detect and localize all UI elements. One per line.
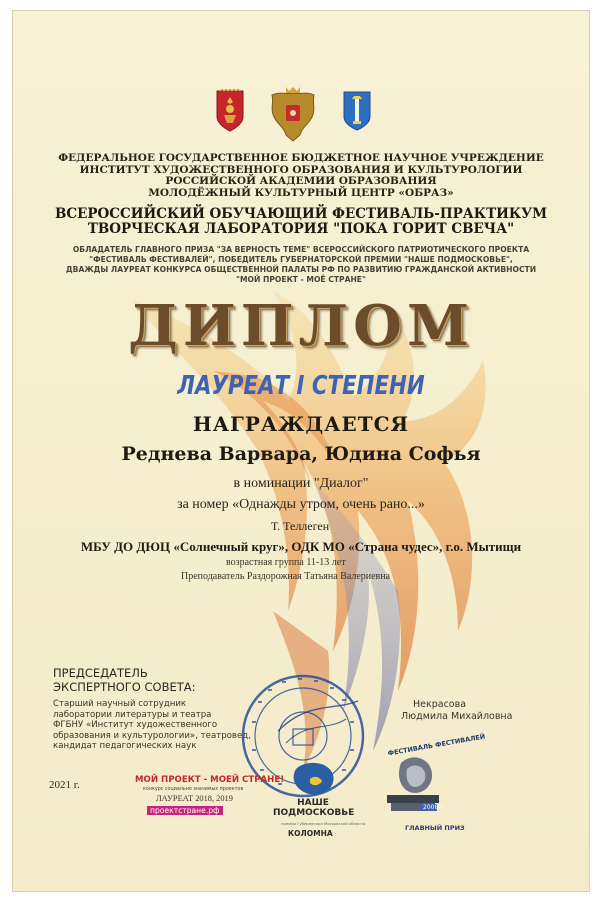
moscow-region-map-icon	[288, 761, 338, 797]
kolomna-coat-of-arms-icon	[343, 91, 371, 131]
chair-desc-5: кандидат педагогических наук	[53, 741, 197, 751]
award-line-1: ОБЛАДАТЕЛЬ ГЛАВНОГО ПРИЗА "ЗА ВЕРНОСТЬ ТЕМЕ" ВСЕРОССИЙСКОГО ПАТРИОТИЧЕСКОГО ПРОЕКТА	[72, 245, 530, 254]
age-group-text: возрастная группа 11-13 лет	[226, 557, 346, 568]
festival-year: 2008 г.	[423, 804, 446, 811]
podmoskovye-text: ПОДМОСКОВЬЕ	[273, 808, 355, 818]
institution-line-2: ИНСТИТУТ ХУДОЖЕСТВЕННОГО ОБРАЗОВАНИЯ И КУЛЬТУРОЛОГИИ	[79, 163, 523, 176]
institution-line-3: РОССИЙСКОЙ АКАДЕМИИ ОБРАЗОВАНИЯ	[165, 175, 437, 187]
project-laureate-years: ЛАУРЕАТ 2018, 2019	[156, 794, 233, 803]
performance-text: за номер «Однажды утром, очень рано...»	[177, 497, 425, 512]
moscow-region-coat-of-arms-icon	[215, 89, 245, 133]
signer-surname: Некрасова	[413, 699, 467, 710]
festival-title-1: ВСЕРОССИЙСКИЙ ОБУЧАЮЩИЙ ФЕСТИВАЛЬ-ПРАКТИКУМ	[54, 206, 548, 222]
diploma-title: ДИПЛОМ	[128, 293, 474, 359]
awarded-label: НАГРАЖДАЕТСЯ	[192, 412, 410, 436]
nomination-text: в номинации "Диалог"	[233, 476, 369, 491]
institution-line-4: МОЛОДЁЖНЫЙ КУЛЬТУРНЫЙ ЦЕНТР «ОБРАЗ»	[148, 186, 454, 199]
chair-desc-1: Старший научный сотрудник	[53, 699, 187, 709]
chair-desc-2: лаборатории литературы и театра	[53, 709, 212, 720]
signer-name: Людмила Михайловна	[401, 711, 513, 722]
award-line-3: ДВАЖДЫ ЛАУРЕАТ КОНКУРСА ОБЩЕСТВЕННОЙ ПАЛАТЫ РФ ПО РАЗВИТИЮ ГРАЖДАНСКОЙ АКТИВНОСТИ	[65, 265, 537, 274]
nashe-text: НАШЕ	[297, 798, 329, 808]
author-text: Т. Теллеген	[271, 519, 330, 533]
project-logo-title: МОЙ ПРОЕКТ - МОЕЙ СТРАНЕ!	[135, 775, 285, 785]
grand-prize-text: ГЛАВНЫЙ ПРИЗ	[405, 824, 465, 832]
award-line-2: "ФЕСТИВАЛЬ ФЕСТИВАЛЕЙ", ПОБЕДИТЕЛЬ ГУБЕРНАТОРСКОЙ ПРЕМИИ "НАШЕ ПОДМОСКОВЬЕ",	[89, 255, 513, 264]
governor-prize-text: премия Губернатора Московской области	[281, 821, 366, 826]
kolomna-text: КОЛОМНА	[288, 829, 333, 838]
festival-label: ФЕСТИВАЛЬ ФЕСТИВАЛЕЙ	[387, 732, 486, 758]
chair-desc-4: образования и культурологии», театровед,	[53, 730, 251, 741]
institution-line-1: ФЕДЕРАЛЬНОЕ ГОСУДАРСТВЕННОЕ БЮДЖЕТНОЕ НАУЧНОЕ УЧРЕЖДЕНИЕ	[58, 152, 544, 164]
teacher-text: Преподаватель Раздорожная Татьяна Валериевна	[181, 571, 391, 582]
organization-text: МБУ ДО ДЮЦ «Солнечный круг», ОДК МО «Страна чудес», г.о. Мытищи	[80, 539, 522, 554]
festival-title-2: ТВОРЧЕСКАЯ ЛАБОРАТОРИЯ "ПОКА ГОРИТ СВЕЧА"	[87, 221, 515, 237]
nashe-podmoskovye-logo	[273, 798, 353, 818]
chair-desc-3: ФГБНУ «Институт художественного	[53, 720, 218, 730]
chair-title-2: ЭКСПЕРТНОГО СОВЕТА:	[53, 680, 196, 694]
diploma-sheet	[12, 10, 590, 892]
chair-title-1: ПРЕДСЕДАТЕЛЬ	[53, 666, 148, 680]
project-site-link: проектстране.рф	[147, 806, 223, 815]
laureate-degree: ЛАУРЕАТ I СТЕПЕНИ	[177, 371, 425, 401]
year-text: 2021 г.	[49, 779, 80, 791]
recipients-names: Реднева Варвара, Юдина Софья	[121, 443, 481, 465]
project-logo-subtitle: конкурс социально значимых проектов	[143, 787, 244, 792]
russian-eagle-icon	[264, 83, 322, 143]
award-line-4: "МОЙ ПРОЕКТ - МОЁ СТРАНЕ"	[236, 275, 366, 284]
